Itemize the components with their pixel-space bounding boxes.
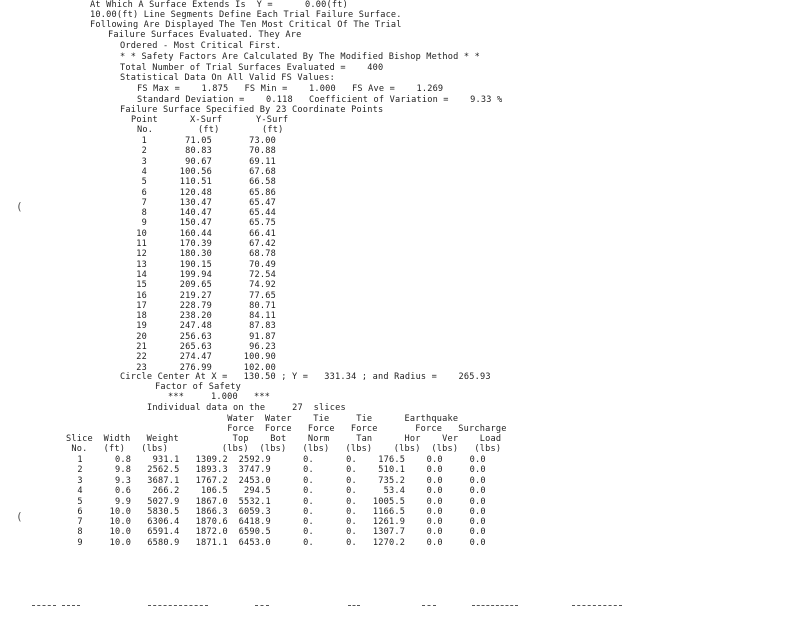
header-line-7: Total Number of Trial Surfaces Evaluated = 400 [120,63,384,73]
y-surf-value: 96.23 [249,342,276,352]
y-surf-value: 68.78 [249,249,276,259]
y-surf-value: 102.00 [243,363,276,373]
point-number: 19 [136,321,147,331]
slice-row: 5 9.9 5027.9 1867.0 5532.1 0. 0. 1005.5 0.0 0.0 [72,497,486,507]
point-number: 20 [136,332,147,342]
scan-dash [255,605,269,606]
slice-row: 6 10.0 5830.5 1866.3 6059.3 0. 0. 1166.5 0.0 0.0 [72,507,486,517]
y-surf-value: 84.11 [249,311,276,321]
point-number: 14 [136,270,147,280]
points-header-xunit: (ft) [198,125,220,135]
scan-dash [422,605,436,606]
point-number: 2 [141,146,147,156]
y-surf-value: 65.47 [249,198,276,208]
slice-row: 7 10.0 6306.4 1870.6 6418.9 0. 0. 1261.9 0.0 0.0 [72,517,486,527]
x-surf-value: 170.39 [179,239,212,249]
header-line-2: 10.00(ft) Line Segments Define Each Trial Failure Surface. [90,10,402,20]
slice-row: 1 0.8 931.1 1309.2 2592.9 0. 0. 176.5 0.0 0.0 [72,455,486,465]
y-surf-value: 73.00 [249,136,276,146]
slice-row: 8 10.0 6591.4 1872.0 6590.5 0. 0. 1307.7 0.0 0.0 [72,527,486,537]
points-header-point: Point [131,115,158,125]
point-number: 11 [136,239,147,249]
x-surf-value: 150.47 [179,218,212,228]
x-surf-value: 276.99 [179,363,212,373]
header-line-6: * * Safety Factors Are Calculated By The Modified Bishop Method * * [120,52,481,62]
x-surf-value: 140.47 [179,208,212,218]
slices-header-row-3: Slice Width Weight Top Bot Norm Tan Hor Ver Load [66,434,502,444]
point-number: 21 [136,342,147,352]
slice-info-line: Individual data on the 27 slices [147,403,346,413]
x-surf-value: 265.63 [179,342,212,352]
x-surf-value: 209.65 [179,280,212,290]
margin-mark: ( [16,510,23,523]
header-line-8: Statistical Data On All Valid FS Values: [120,73,335,83]
y-surf-value: 70.88 [249,146,276,156]
point-number: 16 [136,291,147,301]
y-surf-value: 100.90 [243,352,276,362]
x-surf-value: 228.79 [179,301,212,311]
x-surf-value: 100.56 [179,167,212,177]
y-surf-value: 67.42 [249,239,276,249]
scan-dash [348,605,360,606]
slice-row: 9 10.0 6580.9 1871.1 6453.0 0. 0. 1270.2 0.0 0.0 [72,538,486,548]
point-number: 1 [141,136,147,146]
y-surf-value: 74.92 [249,280,276,290]
point-number: 18 [136,311,147,321]
scan-dash [148,605,208,606]
point-number: 9 [141,218,147,228]
point-number: 13 [136,260,147,270]
points-header-yunit: (ft) [262,125,284,135]
x-surf-value: 130.47 [179,198,212,208]
slices-header-row-2: Force Force Force Force Force Surcharge [66,424,507,434]
scan-dash [62,605,80,606]
slice-row: 2 9.8 2562.5 1893.3 3747.9 0. 0. 510.1 0.0 0.0 [72,465,486,475]
x-surf-value: 71.05 [185,136,212,146]
y-surf-value: 77.65 [249,291,276,301]
x-surf-value: 190.15 [179,260,212,270]
point-number: 15 [136,280,147,290]
x-surf-value: 247.48 [179,321,212,331]
point-number: 5 [141,177,147,187]
point-number: 3 [141,157,147,167]
y-surf-value: 65.86 [249,188,276,198]
y-surf-value: 66.58 [249,177,276,187]
x-surf-value: 256.63 [179,332,212,342]
point-number: 12 [136,249,147,259]
point-number: 4 [141,167,147,177]
margin-mark: ( [16,200,23,213]
y-surf-value: 65.44 [249,208,276,218]
point-number: 22 [136,352,147,362]
x-surf-value: 219.27 [179,291,212,301]
point-number: 23 [136,363,147,373]
slices-header-row-4: No. (ft) (lbs) (lbs) (lbs) (lbs) (lbs) (lbs) (lbs) (lbs) [66,444,502,454]
x-surf-value: 274.47 [179,352,212,362]
slice-row: 4 0.6 266.2 106.5 294.5 0. 0. 53.4 0.0 0.0 [72,486,486,496]
header-line-1: At Which A Surface Extends Is Y = 0.00(ft) [90,0,348,10]
scan-dash [32,605,56,606]
points-header-no: No. [137,125,154,135]
x-surf-value: 90.67 [185,157,212,167]
y-surf-value: 70.49 [249,260,276,270]
header-line-5: Ordered - Most Critical First. [120,41,282,51]
factor-of-safety-value: *** 1.000 *** [168,392,271,402]
header-line-3: Following Are Displayed The Ten Most Critical Of The Trial [90,20,402,30]
point-number: 6 [141,188,147,198]
scan-dash [572,605,622,606]
x-surf-value: 180.30 [179,249,212,259]
point-number: 8 [141,208,147,218]
fs-stats-line: FS Max = 1.875 FS Min = 1.000 FS Ave = 1.269 [137,84,444,94]
y-surf-value: 80.71 [249,301,276,311]
slices-header-row-1: Water Water Tie Tie Earthquake [66,414,459,424]
scan-dash [472,605,518,606]
x-surf-value: 110.51 [179,177,212,187]
std-dev-line: Standard Deviation = 0.118 Coefficient of Variation = 9.33 % [137,95,503,105]
y-surf-value: 87.83 [249,321,276,331]
x-surf-value: 238.20 [179,311,212,321]
x-surf-value: 80.83 [185,146,212,156]
header-line-4: Failure Surfaces Evaluated. They Are [108,30,302,40]
points-header-ysurf: Y-Surf [256,115,289,125]
point-number: 7 [141,198,147,208]
y-surf-value: 65.75 [249,218,276,228]
circle-center-line: Circle Center At X = 130.50 ; Y = 331.34 ; and Radius = 265.93 [120,372,491,382]
point-number: 17 [136,301,147,311]
point-number: 10 [136,229,147,239]
factor-of-safety-label: Factor of Safety [155,382,241,392]
y-surf-value: 72.54 [249,270,276,280]
y-surf-value: 67.68 [249,167,276,177]
y-surf-value: 66.41 [249,229,276,239]
points-header-xsurf: X-Surf [190,115,223,125]
x-surf-value: 199.94 [179,270,212,280]
slice-row: 3 9.3 3687.1 1767.2 2453.0 0. 0. 735.2 0.0 0.0 [72,476,486,486]
x-surf-value: 120.48 [179,188,212,198]
x-surf-value: 160.44 [179,229,212,239]
y-surf-value: 69.11 [249,157,276,167]
y-surf-value: 91.87 [249,332,276,342]
header-line-11: Failure Surface Specified By 23 Coordinate Points [120,105,384,115]
